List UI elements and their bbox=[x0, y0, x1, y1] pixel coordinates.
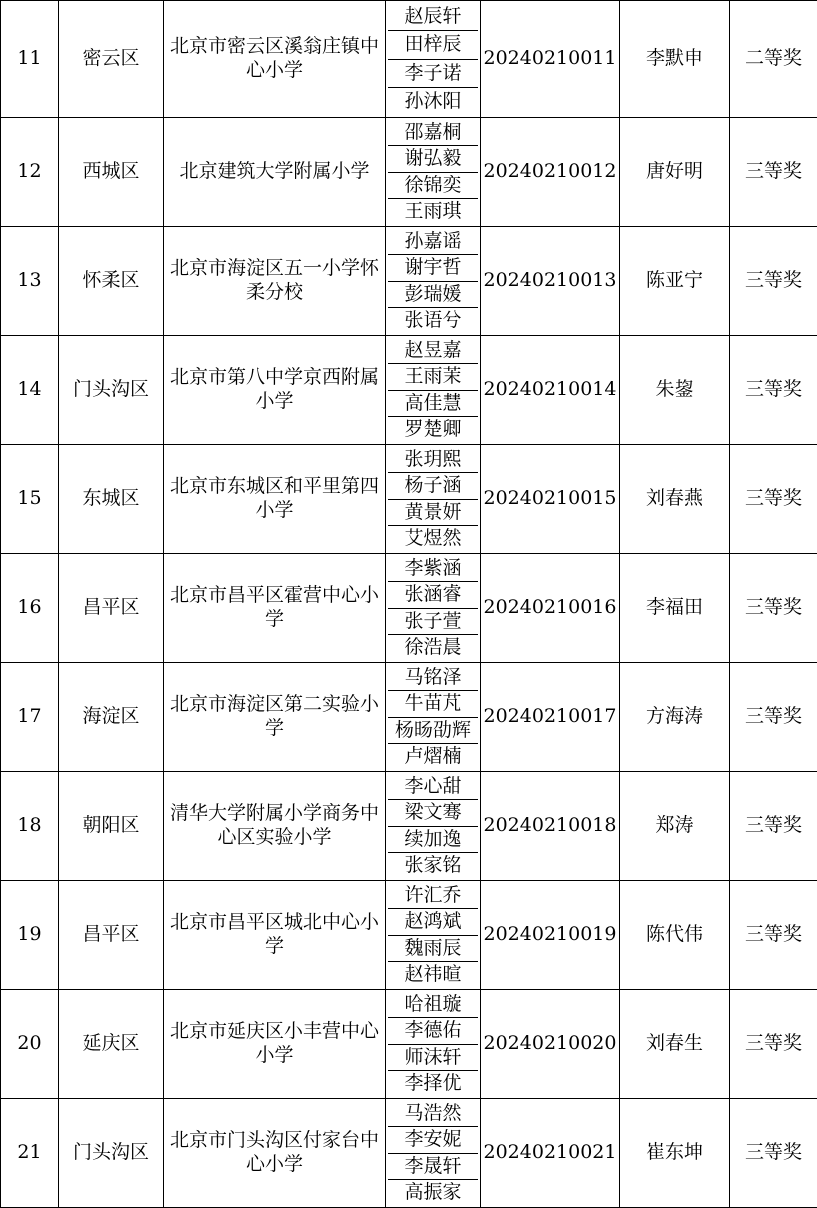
row-teacher: 陈亚宁 bbox=[620, 227, 730, 336]
member-name: 张玥熙 bbox=[388, 447, 478, 473]
row-school: 北京市延庆区小丰营中心小学 bbox=[164, 990, 386, 1099]
member-stack bbox=[388, 338, 478, 442]
row-index: 21 bbox=[1, 1099, 59, 1208]
table-row bbox=[1, 554, 817, 663]
row-school: 北京市海淀区第二实验小学 bbox=[164, 663, 386, 772]
row-members bbox=[386, 336, 481, 445]
member-name: 孙沐阳 bbox=[388, 88, 478, 115]
row-prize: 三等奖 bbox=[730, 554, 817, 663]
row-code: 20240210017 bbox=[481, 663, 620, 772]
row-code: 20240210019 bbox=[481, 881, 620, 990]
table-row bbox=[1, 990, 817, 1099]
table-row bbox=[1, 881, 817, 990]
row-teacher: 朱鋆 bbox=[620, 336, 730, 445]
row-district: 门头沟区 bbox=[59, 1099, 164, 1208]
member-name: 谢弘毅 bbox=[388, 146, 478, 172]
row-teacher: 李福田 bbox=[620, 554, 730, 663]
row-school: 北京市第八中学京西附属小学 bbox=[164, 336, 386, 445]
member-name: 杨子涵 bbox=[388, 473, 478, 499]
member-name: 张涵睿 bbox=[388, 582, 478, 608]
member-name: 孙嘉谣 bbox=[388, 229, 478, 255]
row-code: 20240210018 bbox=[481, 772, 620, 881]
row-members bbox=[386, 445, 481, 554]
table-row bbox=[1, 118, 817, 227]
row-school: 北京市密云区溪翁庄镇中心小学 bbox=[164, 1, 386, 118]
row-teacher: 唐好明 bbox=[620, 118, 730, 227]
row-index: 16 bbox=[1, 554, 59, 663]
member-name: 马浩然 bbox=[388, 1101, 478, 1127]
row-prize: 二等奖 bbox=[730, 1, 817, 118]
row-index: 17 bbox=[1, 663, 59, 772]
member-name: 李安妮 bbox=[388, 1127, 478, 1153]
row-teacher: 陈代伟 bbox=[620, 881, 730, 990]
member-name: 李紫涵 bbox=[388, 556, 478, 582]
member-name: 牛苗芃 bbox=[388, 691, 478, 717]
row-district: 延庆区 bbox=[59, 990, 164, 1099]
row-prize: 三等奖 bbox=[730, 881, 817, 990]
row-members bbox=[386, 663, 481, 772]
row-code: 20240210014 bbox=[481, 336, 620, 445]
member-name: 张语兮 bbox=[388, 308, 478, 333]
row-members bbox=[386, 118, 481, 227]
row-district: 密云区 bbox=[59, 1, 164, 118]
row-district: 朝阳区 bbox=[59, 772, 164, 881]
row-teacher: 刘春生 bbox=[620, 990, 730, 1099]
member-name: 李德佑 bbox=[388, 1018, 478, 1044]
table-row bbox=[1, 445, 817, 554]
row-index: 20 bbox=[1, 990, 59, 1099]
row-district: 东城区 bbox=[59, 445, 164, 554]
member-stack bbox=[388, 229, 478, 333]
member-stack bbox=[388, 665, 478, 769]
member-name: 张家铭 bbox=[388, 853, 478, 878]
row-prize: 三等奖 bbox=[730, 118, 817, 227]
member-name: 李择优 bbox=[388, 1071, 478, 1096]
member-name: 李晟轩 bbox=[388, 1154, 478, 1180]
row-code: 20240210016 bbox=[481, 554, 620, 663]
row-school: 北京建筑大学附属小学 bbox=[164, 118, 386, 227]
row-index: 13 bbox=[1, 227, 59, 336]
member-name: 梁文骞 bbox=[388, 800, 478, 826]
row-index: 19 bbox=[1, 881, 59, 990]
member-stack bbox=[388, 774, 478, 878]
row-prize: 三等奖 bbox=[730, 772, 817, 881]
row-members bbox=[386, 772, 481, 881]
member-name: 徐锦奕 bbox=[388, 173, 478, 199]
row-school: 北京市昌平区霍营中心小学 bbox=[164, 554, 386, 663]
row-index: 18 bbox=[1, 772, 59, 881]
row-school: 北京市东城区和平里第四小学 bbox=[164, 445, 386, 554]
member-name: 高佳慧 bbox=[388, 391, 478, 417]
member-stack bbox=[388, 447, 478, 551]
row-members bbox=[386, 990, 481, 1099]
member-name: 李心甜 bbox=[388, 774, 478, 800]
member-stack bbox=[388, 3, 478, 115]
row-prize: 三等奖 bbox=[730, 227, 817, 336]
row-teacher: 刘春燕 bbox=[620, 445, 730, 554]
member-name: 赵鸿斌 bbox=[388, 909, 478, 935]
table-row bbox=[1, 1099, 817, 1208]
row-teacher: 李默申 bbox=[620, 1, 730, 118]
row-prize: 三等奖 bbox=[730, 445, 817, 554]
row-district: 怀柔区 bbox=[59, 227, 164, 336]
member-name: 谢宇哲 bbox=[388, 255, 478, 281]
table-row bbox=[1, 336, 817, 445]
row-district: 昌平区 bbox=[59, 554, 164, 663]
row-code: 20240210013 bbox=[481, 227, 620, 336]
row-district: 海淀区 bbox=[59, 663, 164, 772]
member-name: 许汇乔 bbox=[388, 883, 478, 909]
member-name: 罗楚卿 bbox=[388, 417, 478, 442]
row-index: 15 bbox=[1, 445, 59, 554]
row-prize: 三等奖 bbox=[730, 1099, 817, 1208]
member-name: 田梓辰 bbox=[388, 31, 478, 59]
member-name: 王雨茉 bbox=[388, 364, 478, 390]
member-name: 卢熠楠 bbox=[388, 744, 478, 769]
member-stack bbox=[388, 1101, 478, 1205]
member-name: 张子萱 bbox=[388, 609, 478, 635]
row-code: 20240210015 bbox=[481, 445, 620, 554]
row-district: 门头沟区 bbox=[59, 336, 164, 445]
member-name: 邵嘉桐 bbox=[388, 120, 478, 146]
row-teacher: 方海涛 bbox=[620, 663, 730, 772]
row-prize: 三等奖 bbox=[730, 990, 817, 1099]
member-stack bbox=[388, 556, 478, 660]
row-teacher: 郑涛 bbox=[620, 772, 730, 881]
member-stack bbox=[388, 883, 478, 987]
row-teacher: 崔东坤 bbox=[620, 1099, 730, 1208]
member-name: 魏雨辰 bbox=[388, 936, 478, 962]
member-name: 赵昱嘉 bbox=[388, 338, 478, 364]
row-index: 12 bbox=[1, 118, 59, 227]
member-name: 哈祖璇 bbox=[388, 992, 478, 1018]
row-prize: 三等奖 bbox=[730, 663, 817, 772]
member-name: 高振家 bbox=[388, 1180, 478, 1205]
member-stack bbox=[388, 992, 478, 1096]
member-name: 徐浩晨 bbox=[388, 635, 478, 660]
row-district: 西城区 bbox=[59, 118, 164, 227]
table-row bbox=[1, 663, 817, 772]
row-prize: 三等奖 bbox=[730, 336, 817, 445]
member-name: 马铭泽 bbox=[388, 665, 478, 691]
row-code: 20240210021 bbox=[481, 1099, 620, 1208]
member-stack bbox=[388, 120, 478, 224]
member-name: 王雨琪 bbox=[388, 199, 478, 224]
row-school: 清华大学附属小学商务中心区实验小学 bbox=[164, 772, 386, 881]
member-name: 李子诺 bbox=[388, 60, 478, 88]
member-name: 黄景妍 bbox=[388, 500, 478, 526]
row-school: 北京市昌平区城北中心小学 bbox=[164, 881, 386, 990]
row-members bbox=[386, 1099, 481, 1208]
row-school: 北京市门头沟区付家台中心小学 bbox=[164, 1099, 386, 1208]
row-members bbox=[386, 1, 481, 118]
row-index: 14 bbox=[1, 336, 59, 445]
row-code: 20240210020 bbox=[481, 990, 620, 1099]
member-name: 师沫轩 bbox=[388, 1045, 478, 1071]
table-row bbox=[1, 772, 817, 881]
row-members bbox=[386, 554, 481, 663]
member-name: 彭瑞媛 bbox=[388, 282, 478, 308]
member-name: 艾煜然 bbox=[388, 526, 478, 551]
row-school: 北京市海淀区五一小学怀柔分校 bbox=[164, 227, 386, 336]
row-members bbox=[386, 881, 481, 990]
row-members bbox=[386, 227, 481, 336]
row-code: 20240210012 bbox=[481, 118, 620, 227]
member-name: 续加逸 bbox=[388, 827, 478, 853]
table-row bbox=[1, 227, 817, 336]
row-index: 11 bbox=[1, 1, 59, 118]
member-name: 杨旸劭辉 bbox=[388, 718, 478, 744]
member-name: 赵辰轩 bbox=[388, 3, 478, 31]
member-name: 赵祎暄 bbox=[388, 962, 478, 987]
table-row bbox=[1, 1, 817, 118]
row-district: 昌平区 bbox=[59, 881, 164, 990]
row-code: 20240210011 bbox=[481, 1, 620, 118]
